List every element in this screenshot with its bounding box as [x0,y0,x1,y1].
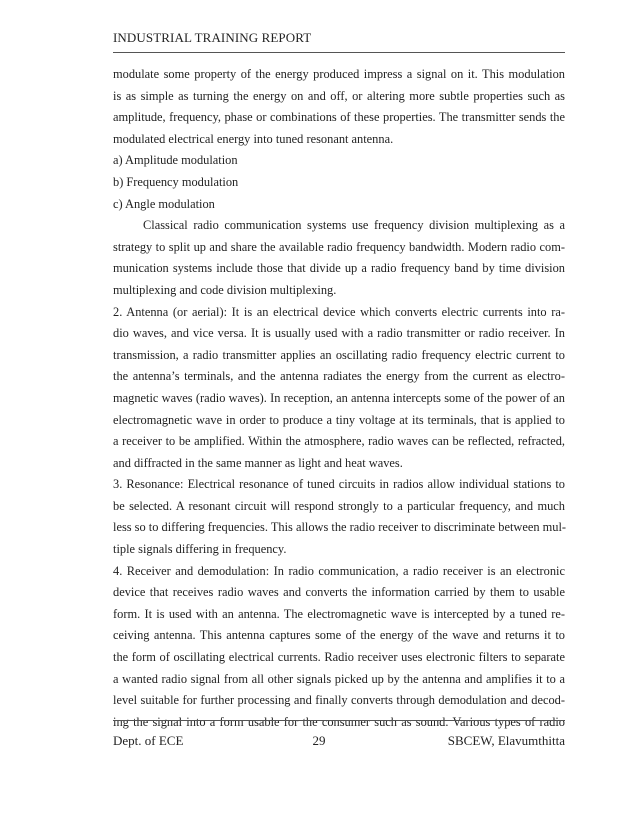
text-line: a receiver to be amplified. Within the atmosphere, radio waves can be reflected, refracted, [113,434,565,449]
text-line: a) Amplitude modulation [113,153,238,168]
text-line: less so to differing frequencies. This allows the radio receiver to discriminate between mul- [113,520,567,535]
footer-institution: SBCEW, Elavumthitta [447,733,565,748]
text-line: the form of oscillating electrical currents. Radio receiver uses electronic filters to separate [113,650,565,665]
text-line: the antenna’s terminals, and the antenna radiates the energy from the current as electro- [113,369,565,384]
page-header-title: INDUSTRIAL TRAINING REPORT [113,30,312,45]
text-line: electromagnetic wave in order to produce a tiny voltage at its terminals, that is applied to [113,412,565,427]
text-line: c) Angle modulation [113,196,215,211]
header-divider [113,52,565,53]
body-text [113,64,565,733]
text-line: magnetic waves (radio waves). In reception, an antenna intercepts some of the power of an [113,390,565,405]
text-line: modulated electrical energy into tuned resonant antenna. [113,131,394,146]
page-number: 29 [312,733,326,748]
text-line: dio waves, and vice versa. It is usually used with a radio transmitter or radio receiver. In [113,326,565,341]
text-line: be selected. A resonant circuit will respond strongly to a particular frequency, and much [113,498,565,513]
text-line: is as simple as turning the energy on and off, or altering more subtle properties such as [113,88,565,103]
text-line: level suitable for further processing and finally converts through demodulation and decod- [113,693,565,708]
text-line: Classical radio communication systems use frequency division multiplexing as a [143,218,565,233]
text-line: form. It is used with an antenna. The electromagnetic wave is intercepted by a tuned re- [113,606,565,621]
text-line: modulate some property of the energy produced impress a signal on it. This modulation [113,67,565,81]
footer-department: Dept. of ECE [113,733,184,748]
text-line: device that receives radio waves and converts the information carried by them to usable [113,585,565,600]
text-line: 2. Antenna (or aerial): It is an electrical device which converts electric currents into ra- [113,304,565,319]
text-line: multiplexing and code division multiplexing. [113,282,337,297]
text-line: amplitude, frequency, phase or combinations of these properties. The transmitter sends the [113,110,565,125]
text-line: ing the signal into a form usable for the consumer such as sound. Various types of radio [113,714,565,729]
footer-divider [113,720,565,721]
text-line: 4. Receiver and demodulation: In radio communication, a radio receiver is an electronic [113,563,565,578]
text-line: transmission, a radio transmitter applies an oscillating radio frequency electric current to [113,347,565,362]
text-line: munication systems include those that divide up a radio frequency band by time division [113,261,565,276]
text-line: strategy to split up and share the available radio frequency bandwidth. Modern radio com- [113,239,565,254]
text-line: and diffracted in the same manner as light and heat waves. [113,455,403,470]
text-line: tiple signals differing in frequency. [113,542,287,557]
text-line: b) Frequency modulation [113,174,239,189]
text-line: ceiving antenna. This antenna captures some of the energy of the wave and returns it to [113,628,565,643]
text-line: 3. Resonance: Electrical resonance of tuned circuits in radios allow individual stations to [113,477,565,492]
text-line: a wanted radio signal from all other signals picked up by the antenna and amplifies it to a [113,671,565,686]
